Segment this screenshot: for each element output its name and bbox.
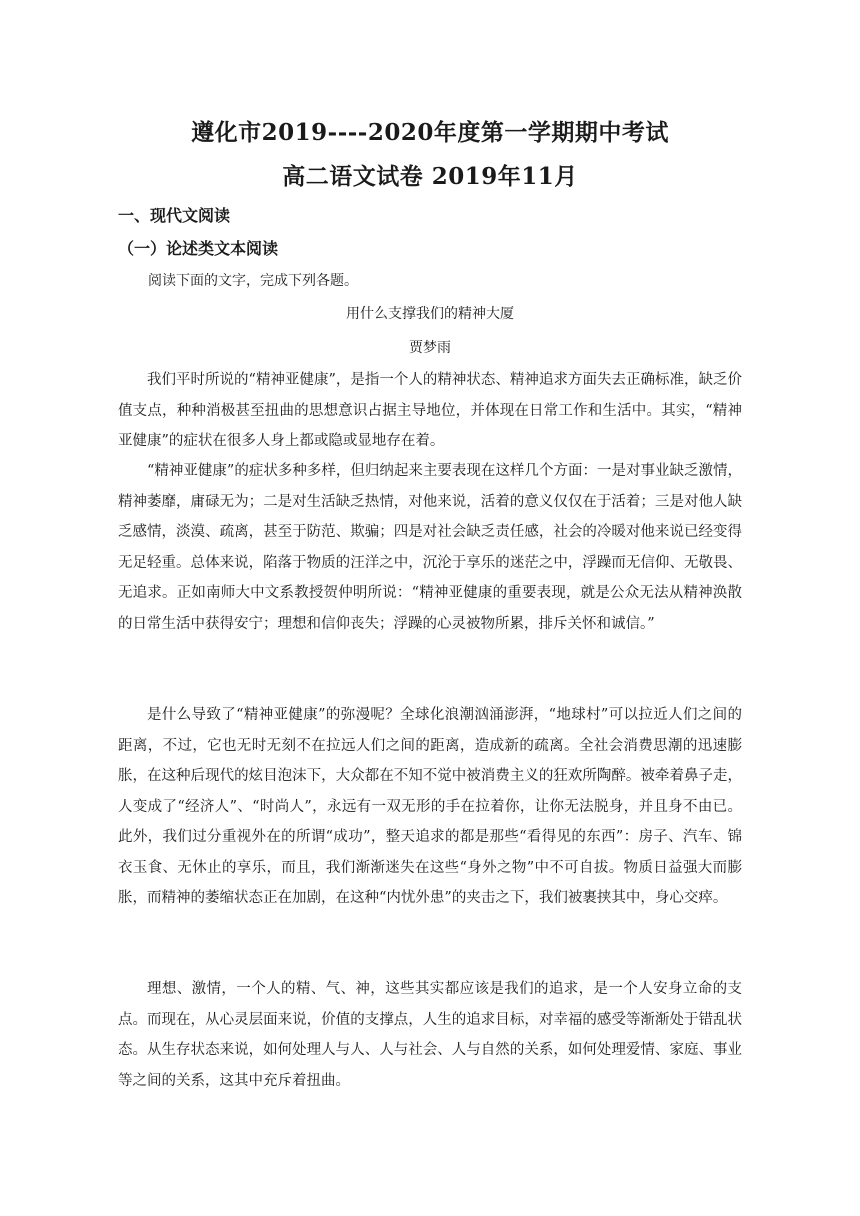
exam-title: 遵化市2019----2020年度第一学期期中考试	[191, 119, 669, 146]
reading-instruction: 阅读下面的文字，完成下列各题。	[148, 273, 358, 289]
subsection-heading: （一）论述类文本阅读	[118, 239, 279, 258]
article-title: 用什么支撑我们的精神大厦	[346, 306, 514, 322]
section-heading: 一、现代文阅读	[118, 206, 231, 225]
article-paragraph: 是什么导致了“精神亚健康”的弥漫呢？全球化浪潮汹涌澎湃，“地球村”可以拉近人们之间的距离，不过，它也无时无刻不在拉远人们之间的距离，造成新的疏离。全社会消费思潮的迅速膨胀，在这种后现代的炫目泡沫下，大众都在不知不觉中被消费主义的狂欢所陶醉。被牵着鼻子走，人变成了“经济人”、“时尚人”，永远有一双无形的手在拉着你，让你无法脱身，并且身不由已。此外，我们过分重视外在的所谓“成功”，整天追求的都是那些“看得见的东西”：房子、汽车、锦衣玉食、无休止的享乐，而且，我们渐渐迷失在这些“身外之物”中不可自拔。物质日益强大而膨胀，而精神的萎缩状态正在加剧，在这种“内忧外患”的夹击之下，我们被裹挟其中，身心交瘁。	[118, 707, 742, 906]
article-author: 贾梦雨	[409, 340, 451, 356]
article-paragraph: 理想、激情，一个人的精、气、神，这些其实都应该是我们的追求，是一个人安身立命的支点。而现在，从心灵层面来说，价值的支撑点，人生的追求目标，对幸福的感受等渐渐处于错乱状态。从生存状态来说，如何处理人与人、人与社会、人与自然的关系，如何处理爱情、家庭、事业等之间的关系，这其中充斥着扭曲。	[118, 981, 742, 1089]
exam-subtitle: 高二语文试卷 2019年11月	[282, 163, 578, 190]
article-paragraph: 我们平时所说的“精神亚健康”，是指一个人的精神状态、精神追求方面失去正确标准，缺乏价值支点，种种消极甚至扭曲的思想意识占据主导地位，并体现在日常工作和生活中。其实，“精神亚健康”的症状在很多人身上都或隐或显地存在着。	[118, 372, 742, 449]
article-paragraph: “精神亚健康”的症状多种多样，但归纳起来主要表现在这样几个方面：一是对事业缺乏激情，精神萎靡，庸碌无为；二是对生活缺乏热情，对他来说，活着的意义仅仅在于活着；三是对他人缺乏感情，淡漠、疏离，甚至于防范、欺骗；四是对社会缺乏责任感，社会的冷暖对他来说已经变得无足轻重。总体来说，陷落于物质的汪洋之中，沉沦于享乐的迷茫之中，浮躁而无信仰、无敬畏、无追求。正如南师大中文系教授贺仲明所说：“精神亚健康的重要表现，就是公众无法从精神涣散的日常生活中获得安宁；理想和信仰丧失；浮躁的心灵被物所累，排斥关怀和诚信。”	[118, 463, 742, 632]
